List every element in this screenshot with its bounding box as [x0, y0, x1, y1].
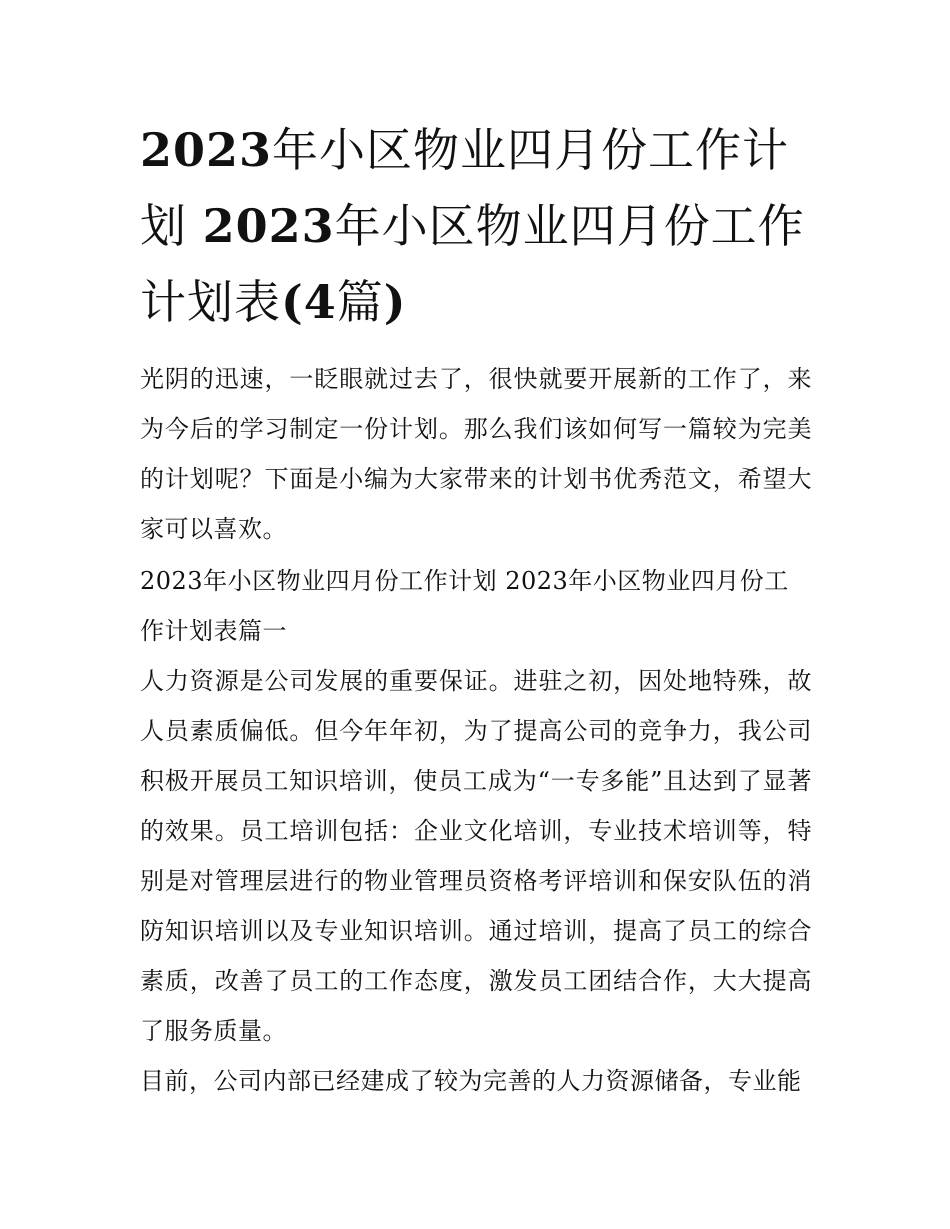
body-paragraph-1: 人力资源是公司发展的重要保证。进驻之初，因处地特殊，故人员素质偏低。但今年年初，为了提高公司的竞争力，我公司积极开展员工知识培训，使员工成为“一专多能”且达到了显著的效果。员工培训包括：企业文化培训，专业技术培训等，特别是对管理层进行的物业管理员资格考评培训和保安队伍的消防知识培训以及专业知识培训。通过培训，提高了员工的综合素质，改善了员工的工作态度，激发员工团结合作，大大提高了服务质量。 — [140, 667, 812, 1045]
section-heading: 2023年小区物业四月份工作计划 2023年小区物业四月份工作计划表篇一 — [140, 567, 789, 645]
document-page — [140, 112, 812, 1106]
body-paragraph-2: 目前，公司内部已经建成了较为完善的人力资源储备，专业能 — [140, 1067, 802, 1095]
document-title: 2023年小区物业四月份工作计划 2023年小区物业四月份工作计划表(4篇) — [140, 123, 805, 329]
intro-paragraph: 光阴的迅速，一眨眼就过去了，很快就要开展新的工作了，来为今后的学习制定一份计划。那么我们该如何写一篇较为完美的计划呢？下面是小编为大家带来的计划书优秀范文，希望大家可以喜欢。 — [140, 365, 812, 543]
